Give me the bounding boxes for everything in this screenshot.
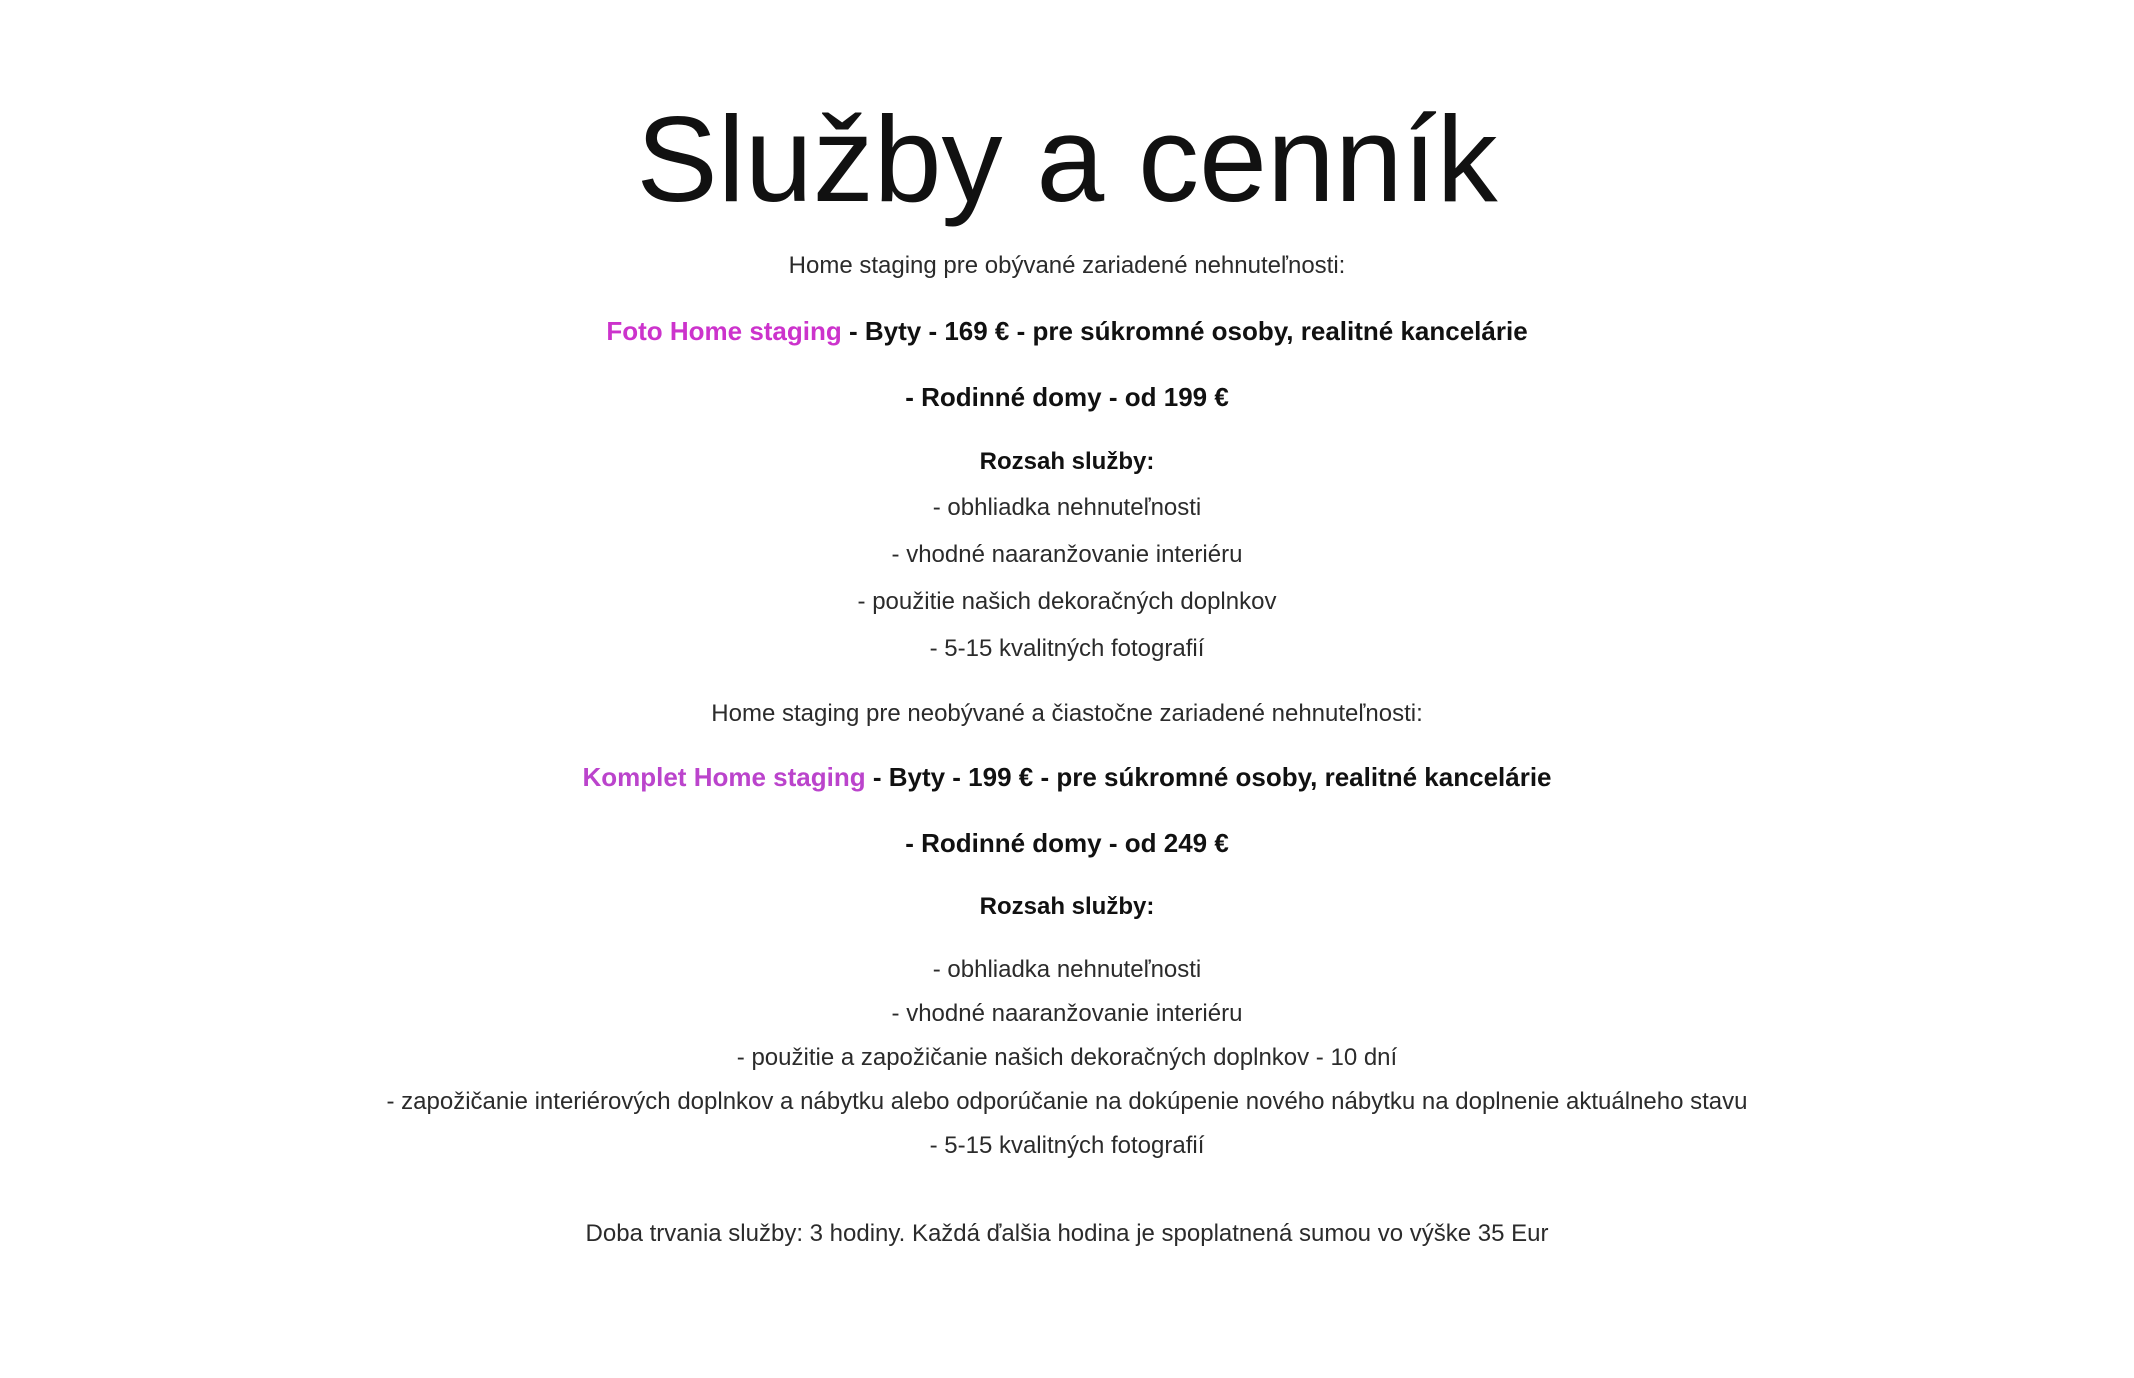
section1-scope-item: - obhliadka nehnuteľnosti — [932, 494, 1202, 521]
section2-scope-item: - vhodné naaranžovanie interiéru — [891, 1000, 1243, 1027]
section1-scope-heading: Rozsah služby: — [979, 448, 1155, 475]
section1-houses-line: - Rodinné domy - od 199 € — [905, 382, 1229, 412]
section2-price-line — [0, 762, 2134, 793]
section1-price-line — [0, 316, 2134, 347]
foto-home-staging-label: Foto Home staging — [606, 316, 842, 346]
section1-intro: Home staging pre obývané zariadené nehnuteľnosti: — [788, 252, 1346, 279]
section2-scope-item: - 5-15 kvalitných fotografií — [929, 1132, 1205, 1159]
section2-price-text: - Byty - 199 € - pre súkromné osoby, realitné kancelárie — [865, 762, 1552, 792]
section2-scope-item: - použitie a zapožičanie našich dekoračných doplnkov - 10 dní — [736, 1044, 1398, 1071]
section2-houses-line: - Rodinné domy - od 249 € — [905, 828, 1229, 858]
section2-scope-item: - zapožičanie interiérových doplnkov a nábytku alebo odporúčanie na dokúpenie nového nábytku na doplnenie aktuálneho stavu — [386, 1088, 1748, 1115]
section2-intro: Home staging pre neobývané a čiastočne zariadené nehnuteľnosti: — [711, 700, 1423, 727]
duration-note: Doba trvania služby: 3 hodiny. Každá ďalšia hodina je spoplatnená sumou vo výške 35 Eur — [585, 1220, 1549, 1247]
page-title: Služby a cenník — [636, 91, 1498, 227]
komplet-home-staging-label: Komplet Home staging — [582, 762, 866, 792]
section1-scope-item: - použitie našich dekoračných doplnkov — [857, 588, 1277, 615]
section2-scope-heading: Rozsah služby: — [979, 893, 1155, 920]
section1-scope-item: - 5-15 kvalitných fotografií — [929, 635, 1205, 662]
section1-scope-item: - vhodné naaranžovanie interiéru — [891, 541, 1243, 568]
section1-price-text: - Byty - 169 € - pre súkromné osoby, realitné kancelárie — [841, 316, 1528, 346]
section2-scope-item: - obhliadka nehnuteľnosti — [932, 956, 1202, 983]
